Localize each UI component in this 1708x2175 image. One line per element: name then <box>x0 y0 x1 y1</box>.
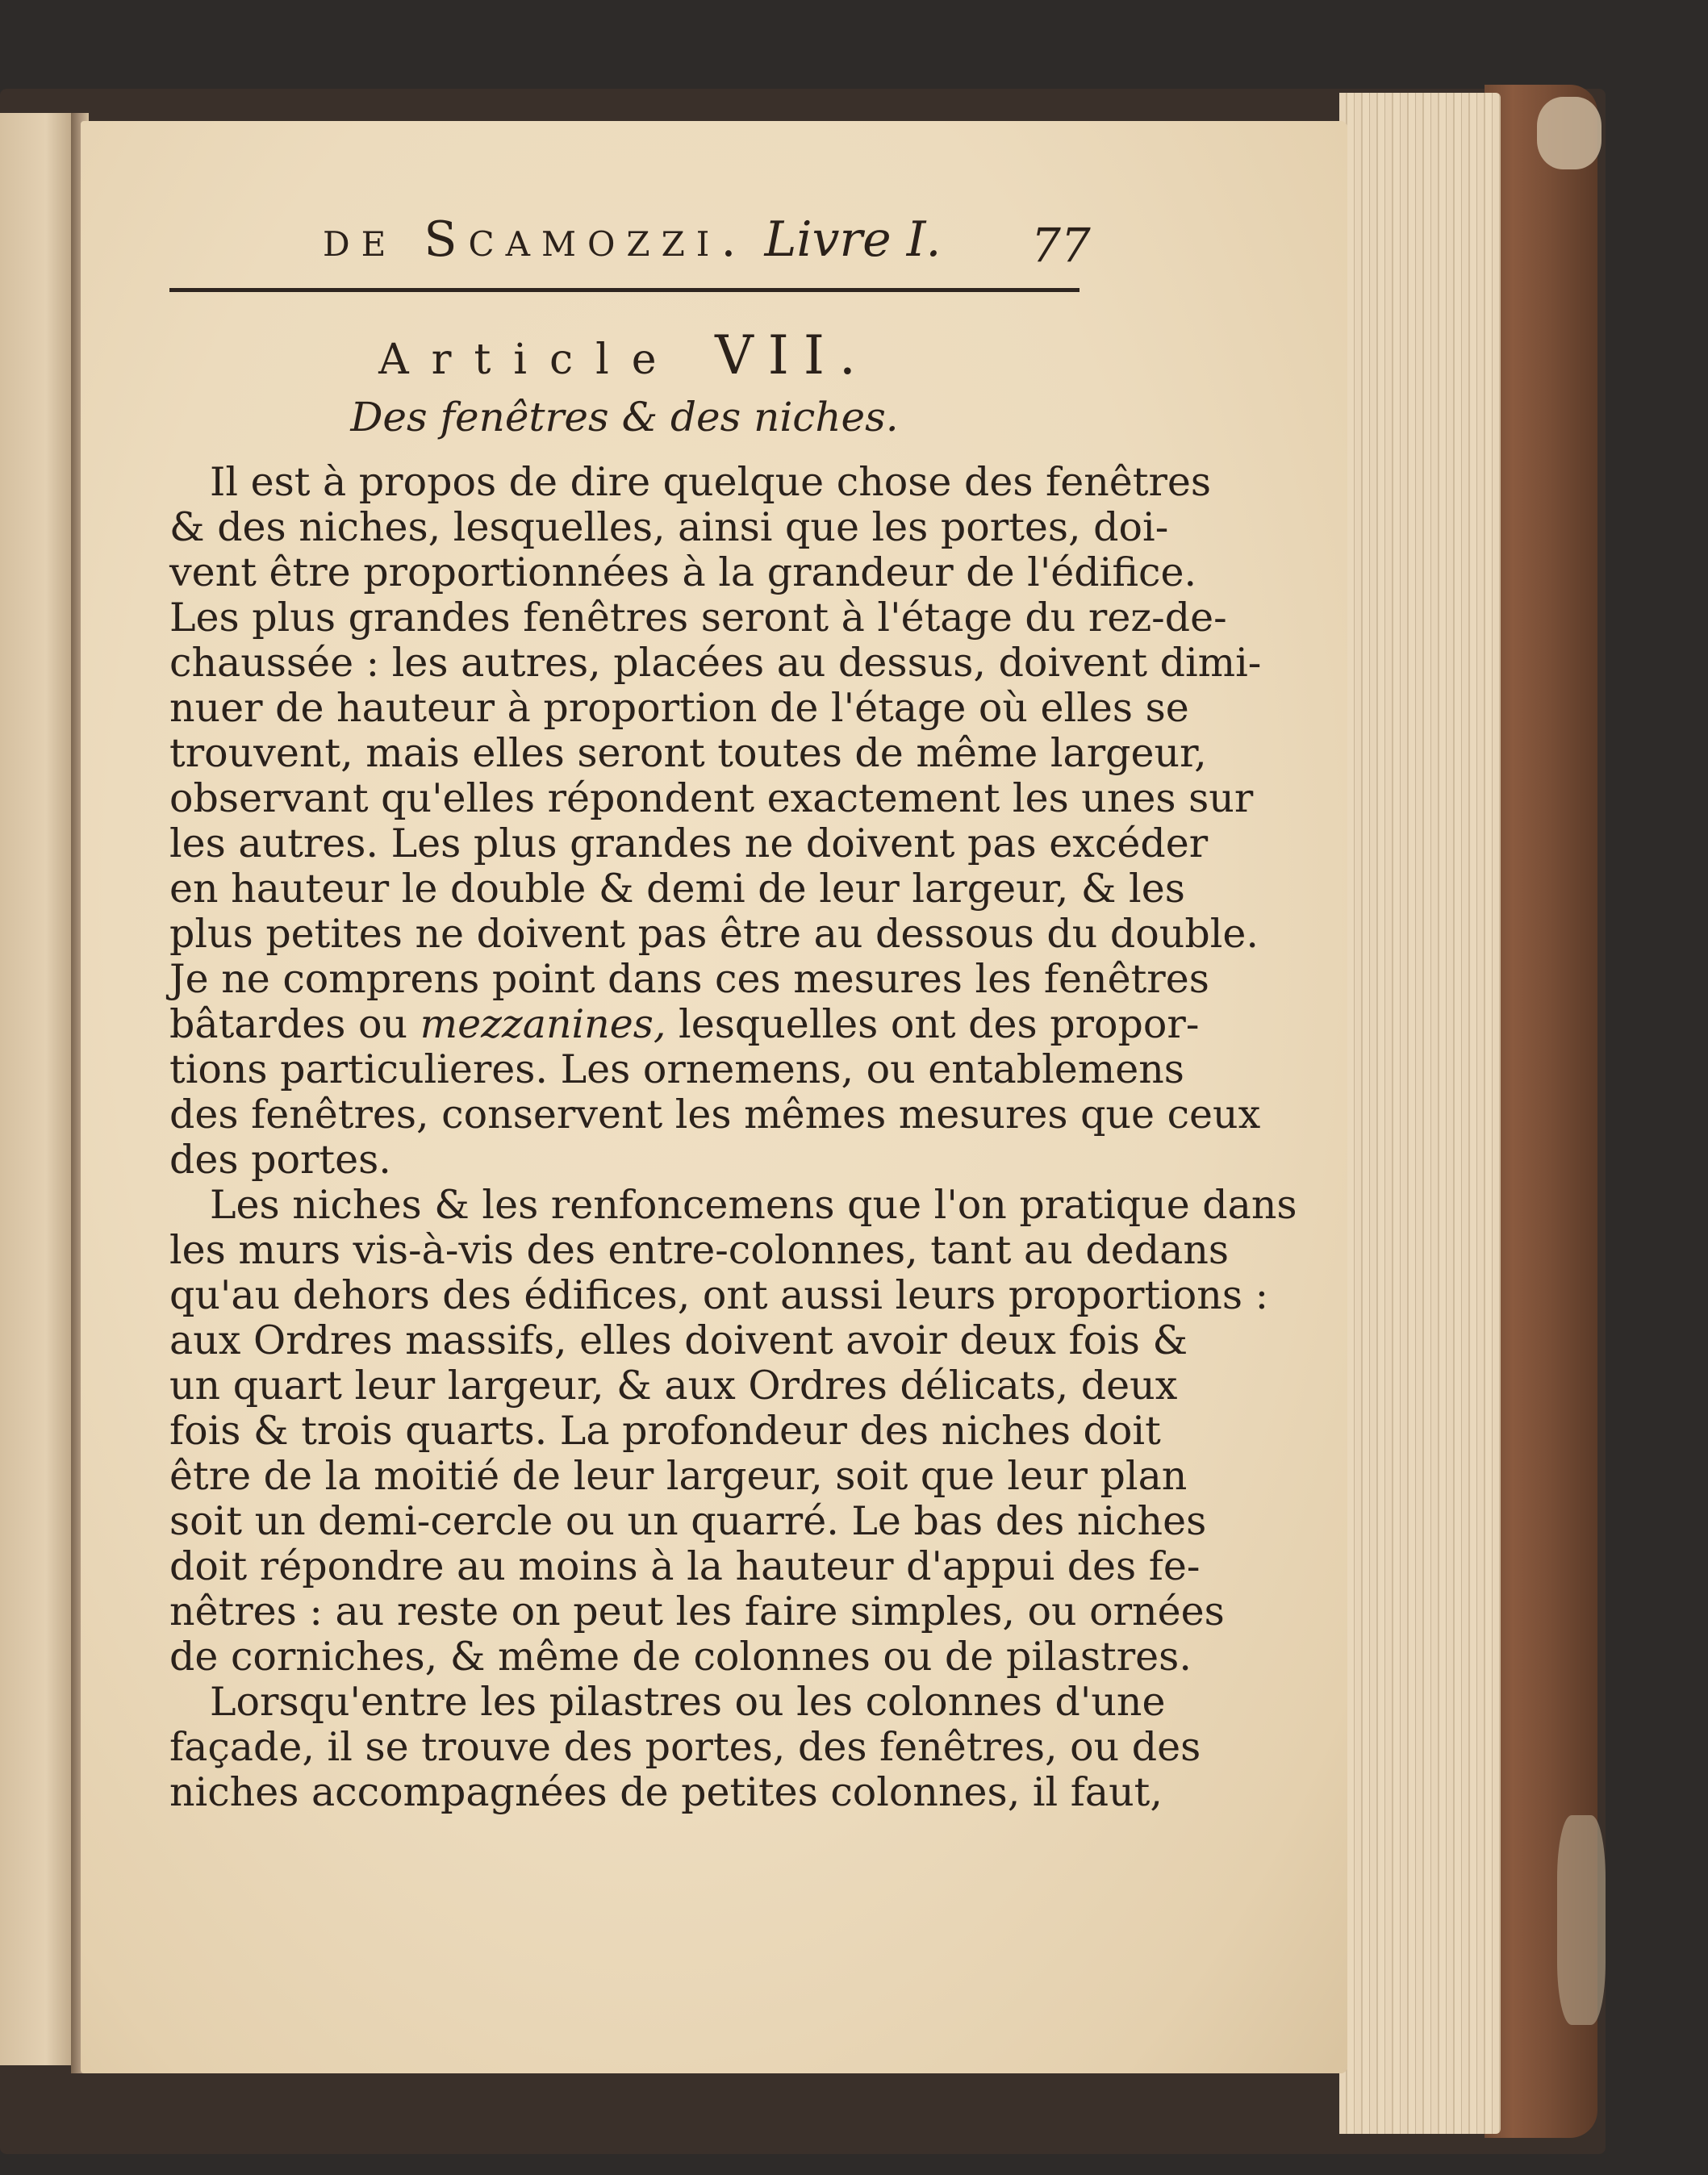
text-line: Lorsqu'entre les pilastres ou les colonnes d'une <box>210 1679 1166 1725</box>
article-number: VII. <box>715 324 871 386</box>
text-line: les murs vis-à-vis des entre-colonnes, tant au dedans <box>169 1227 1230 1273</box>
text-line <box>169 1001 1200 1047</box>
text-line: qu'au dehors des édifices, ont aussi leurs proportions : <box>169 1272 1269 1318</box>
text-line: les autres. Les plus grandes ne doivent pas excéder <box>169 820 1209 866</box>
text-line: des fenêtres, conservent les mêmes mesures que ceux <box>169 1092 1261 1138</box>
text-line: Les plus grandes fenêtres seront à l'étage du rez-de- <box>169 595 1227 641</box>
text-line: soit un demi-cercle ou un quarré. Le bas des niches <box>169 1498 1207 1544</box>
running-head <box>323 211 1089 276</box>
text-line: de corniches, & même de colonnes ou de pilastres. <box>169 1634 1192 1680</box>
text-line: observant qu'elles répondent exactement les unes sur <box>169 775 1254 821</box>
text-line: & des niches, lesquelles, ainsi que les portes, doi- <box>169 504 1169 550</box>
cover-wear-bottom <box>1557 1815 1606 2025</box>
article-subtitle: Des fenêtres & des niches. <box>350 394 899 440</box>
text-line: trouvent, mais elles seront toutes de même largeur, <box>169 730 1207 776</box>
text-line: Les niches & les renfoncemens que l'on pratique dans <box>210 1182 1297 1228</box>
text-line: fois & trois quarts. La profondeur des niches doit <box>169 1408 1161 1454</box>
cover-wear-top <box>1537 97 1602 169</box>
article-label: Article <box>378 336 679 384</box>
text-segment: lesquelles ont des propor- <box>679 1001 1200 1047</box>
running-head-book: Livre I. <box>764 211 942 268</box>
page-edges <box>1339 93 1501 2134</box>
body-text <box>169 459 1297 1815</box>
text-line: être de la moitié de leur largeur, soit que leur plan <box>169 1453 1188 1499</box>
page-number: 77 <box>1031 218 1091 273</box>
text-line: nêtres : au reste on peut les faire simples, ou ornées <box>169 1588 1225 1634</box>
text-line: tions particulieres. Les ornemens, ou entablemens <box>169 1046 1184 1092</box>
text-line: des portes. <box>169 1137 391 1183</box>
text-line: Je ne comprens point dans ces mesures les fenêtres <box>169 956 1209 1002</box>
text-line: vent être proportionnées à la grandeur de l'édifice. <box>169 549 1197 595</box>
text-line: doit répondre au moins à la hauteur d'appui des fe- <box>169 1543 1201 1589</box>
text-line: aux Ordres massifs, elles doivent avoir deux fois & <box>169 1317 1188 1363</box>
left-page-sliver <box>0 113 77 2065</box>
header-rule <box>169 288 1080 292</box>
article-heading <box>169 324 1080 386</box>
text-line: façade, il se trouve des portes, des fenêtres, ou des <box>169 1724 1201 1770</box>
text-line: chaussée : les autres, placées au dessus, doivent dimi- <box>169 640 1262 686</box>
running-head-author: de Scamozzi. <box>323 211 748 268</box>
text-line: nuer de hauteur à proportion de l'étage où elles se <box>169 685 1189 731</box>
text-line: en hauteur le double & demi de leur largeur, & les <box>169 866 1185 912</box>
text-line: un quart leur largeur, & aux Ordres délicats, deux <box>169 1363 1178 1409</box>
text-line: plus petites ne doivent pas être au dessous du double. <box>169 911 1259 957</box>
text-line: niches accompagnées de petites colonnes, il faut, <box>169 1769 1163 1815</box>
italic-term: mezzanines, <box>420 1001 666 1047</box>
text-segment: bâtardes ou <box>169 1001 408 1047</box>
text-line: Il est à propos de dire quelque chose des fenêtres <box>210 459 1212 505</box>
